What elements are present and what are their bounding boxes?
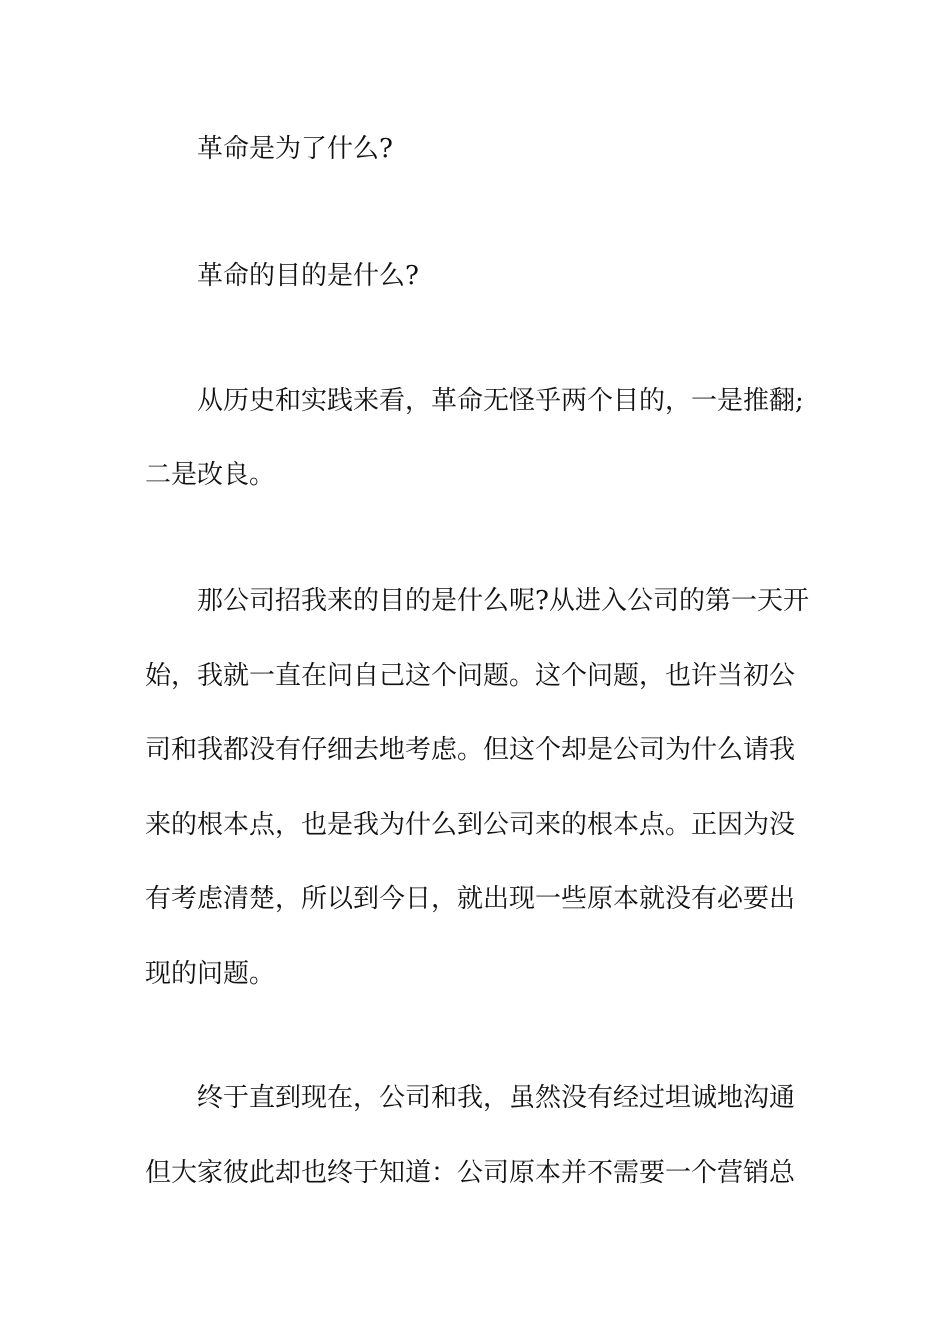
paragraph-line: 始，我就一直在问自己这个问题。这个问题，也许当初公: [145, 661, 796, 691]
paragraph-line: 终于直到现在，公司和我，虽然没有经过坦诚地沟通: [197, 1083, 796, 1113]
paragraph-line: 那公司招我来的目的是什么呢?从进入公司的第一天开: [197, 586, 809, 616]
paragraph-line: 革命是为了什么?: [197, 134, 393, 164]
paragraph-line: 有考虑清楚，所以到今日，就出现一些原本就没有必要出: [145, 884, 796, 914]
paragraph-line: 革命的目的是什么?: [197, 261, 419, 291]
paragraph-line: 从历史和实践来看，革命无怪乎两个目的，一是推翻;: [197, 386, 804, 416]
paragraph-line: 现的问题。: [145, 959, 276, 989]
paragraph-line: 但大家彼此却也终于知道：公司原本并不需要一个营销总: [145, 1158, 796, 1188]
paragraph-line: 司和我都没有仔细去地考虑。但这个却是公司为什么请我: [145, 735, 796, 765]
paragraph-line: 二是改良。: [145, 460, 276, 490]
paragraph-line: 来的根本点，也是我为什么到公司来的根本点。正因为没: [145, 810, 796, 840]
